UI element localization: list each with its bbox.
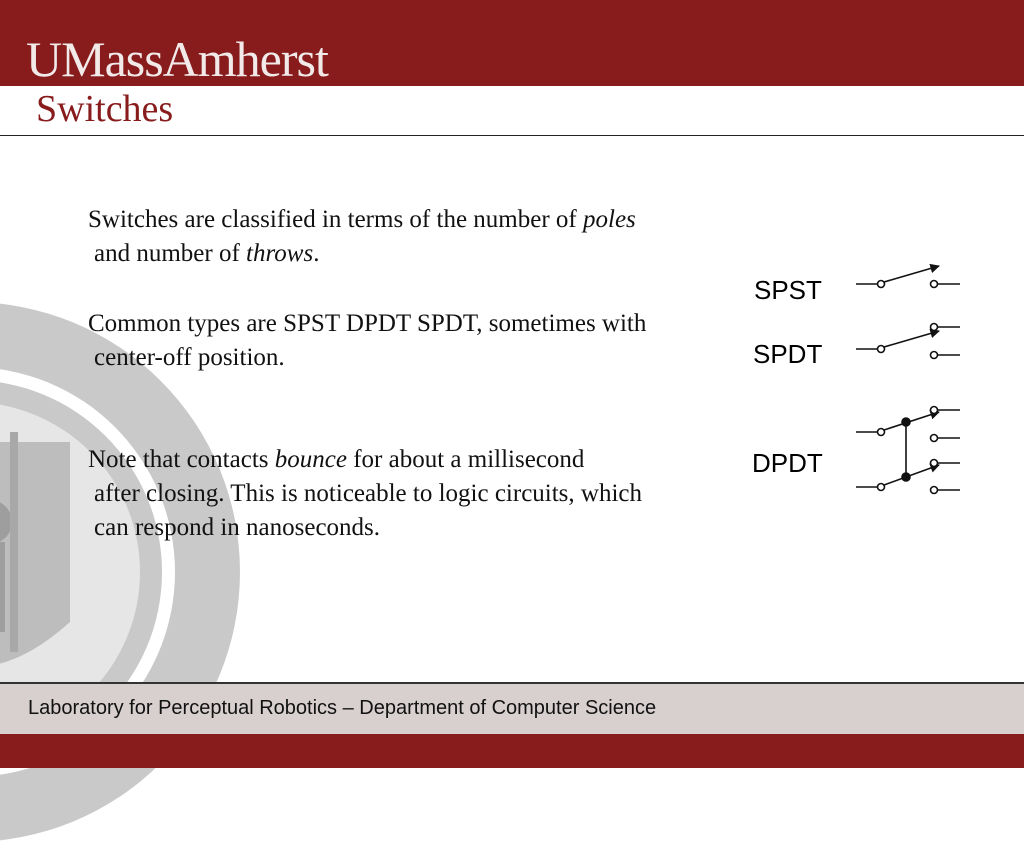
paragraph-common-types	[88, 307, 646, 375]
dpdt-symbol	[856, 407, 960, 494]
spst-symbol	[856, 266, 960, 288]
dpdt-label: DPDT	[752, 448, 823, 478]
umass-amherst-logo: UMassAmherst	[26, 31, 328, 87]
bounce-line3: can respond in nanoseconds.	[94, 514, 381, 541]
throws-emphasis: throws	[246, 240, 314, 267]
spdt-label: SPDT	[753, 339, 823, 369]
footer-text: Laboratory for Perceptual Robotics – Department of Computer Science	[28, 697, 657, 719]
spdt-symbol	[856, 324, 960, 359]
paragraph-poles-throws: Switches are classified in terms of the number of poles and number of throws.	[88, 206, 636, 267]
common-types-line1: Common types are SPST DPDT SPDT, sometimes with	[88, 310, 647, 337]
bottom-band	[0, 734, 1024, 768]
paragraph-bounce: Note that contacts bounce for about a millisecond after closing. This is noticeable to logic circuits, which can respond in nanoseconds.	[88, 443, 642, 545]
bounce-emphasis: bounce	[274, 446, 347, 473]
spst-label: SPST	[754, 275, 822, 305]
slide-title: Switches	[36, 88, 174, 130]
bounce-line2: after closing. This is noticeable to logic circuits, which	[94, 480, 643, 507]
common-types-line2: center-off position.	[94, 344, 285, 371]
switch-symbols-diagram	[850, 262, 970, 502]
university-seal-watermark	[0, 292, 250, 852]
poles-emphasis: poles	[583, 206, 636, 233]
title-divider	[0, 135, 1024, 136]
